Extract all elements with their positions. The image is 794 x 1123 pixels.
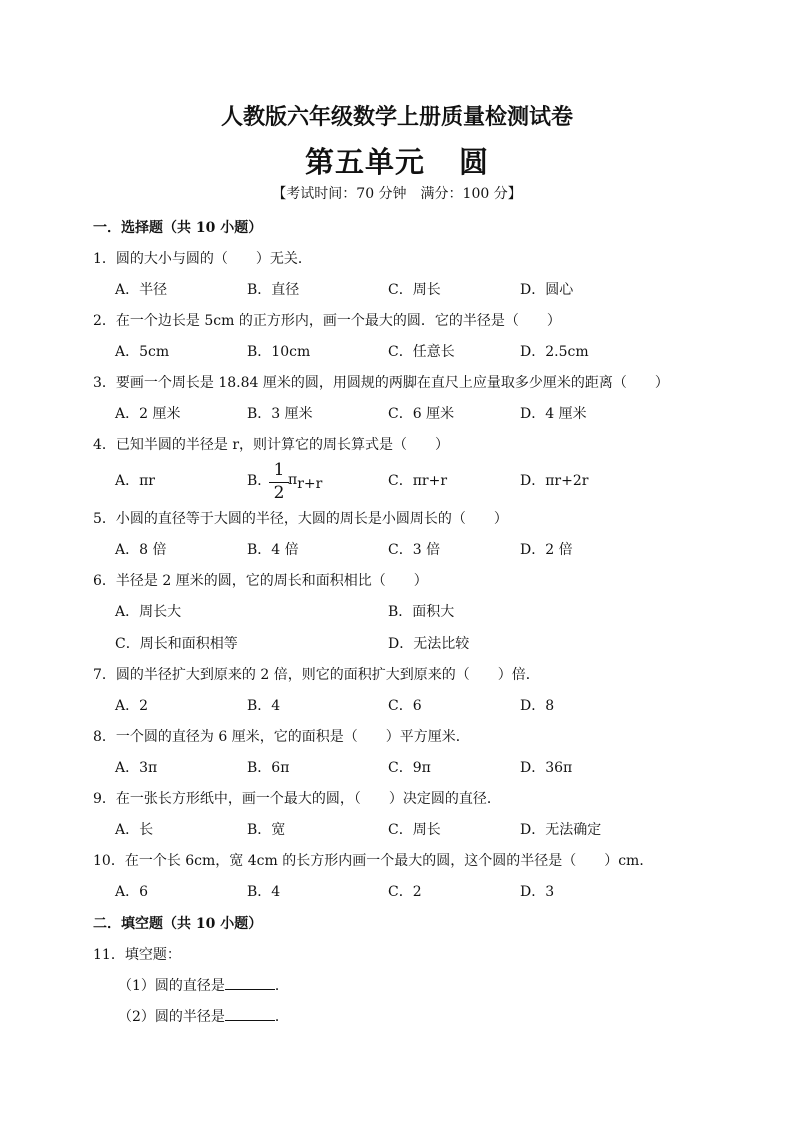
question-4: 4．已知半圆的半径是 r，则计算它的周长算式是（ ） [93,437,450,453]
question-6: 6．半径是 2 厘米的圆，它的周长和面积相比（ ） [93,573,428,589]
q5-option-d: D．2 倍 [520,542,573,558]
q3-option-c: C．6 厘米 [388,406,455,422]
q9-option-b: B．宽 [247,822,286,838]
q6-option-c: C．周长和面积相等 [115,636,238,652]
section-heading-fill-in: 二．填空题（共 10 小题） [93,916,263,932]
q5-option-b: B．4 倍 [247,542,299,558]
q10-option-c: C．2 [388,884,422,900]
q8-option-b: B．6π [247,760,290,776]
q8-option-a: A．3π [115,760,158,776]
pi-symbol: π [288,472,298,488]
q8-option-c: C．9π [388,760,431,776]
q10-option-b: B．4 [247,884,281,900]
q7-option-c: C．6 [388,698,422,714]
page-title: 人教版六年级数学上册质量检测试卷 [220,104,573,130]
question-9: 9．在一张长方形纸中，画一个最大的圆，（ ）决定圆的直径． [93,791,501,807]
q7-option-a: A．2 [115,698,149,714]
q9-option-a: A．长 [115,822,154,838]
question-11: 11．填空题： [93,947,181,963]
fill-in-item-1-prefix: （1）圆的直径是 [118,978,225,994]
q1-option-d: D．圆心 [520,282,574,298]
q6-option-a: A．周长大 [115,604,182,620]
question-2: 2．在一个边长是 5cm 的正方形内，画一个最大的圆．它的半径是（ ） [93,313,561,329]
question-10: 10．在一个长 6cm，宽 4cm 的长方形内画一个最大的圆，这个圆的半径是（ ）cm． [93,853,654,869]
question-7: 7．圆的半径扩大到原来的 2 倍，则它的面积扩大到原来的（ ）倍． [93,667,540,683]
q6-option-d: D．无法比较 [388,636,470,652]
q5-option-c: C．3 倍 [388,542,441,558]
fill-in-item-1 [118,975,289,995]
q9-option-c: C．周长 [388,822,441,838]
q6-option-b: B．面积大 [388,604,455,620]
q7-option-d: D．8 [520,698,555,714]
q3-option-b: B．3 厘米 [247,406,313,422]
q7-option-b: B．4 [247,698,281,714]
q3-option-a: A．2 厘米 [115,406,181,422]
question-8: 8．一个圆的直径为 6 厘米，它的面积是（ ）平方厘米． [93,729,470,745]
question-3: 3．要画一个周长是 18.84 厘米的圆，用圆规的两脚在直尺上应量取多少厘米的距离（ ） [93,375,669,391]
fraction-denominator: 2 [273,483,285,503]
q5-option-a: A．8 倍 [115,542,167,558]
q4-option-c: C．πr+r [388,473,448,489]
q4-option-b: B． [247,473,272,489]
q4-option-b-fraction [268,462,290,502]
unit-label: 第五单元 [304,145,425,179]
exam-info: 【考试时间：70 分钟 满分：100 分】 [272,186,522,202]
q4-option-a: A．πr [115,473,156,489]
q2-option-a: A．5cm [115,344,170,360]
q10-option-d: D．3 [520,884,555,900]
fill-in-item-2-suffix: ． [274,1009,289,1025]
answer-blank-1[interactable] [225,977,275,990]
q1-option-a: A．半径 [115,282,168,298]
fill-in-item-2 [118,1006,289,1026]
section-heading-choice: 一．选择题（共 10 小题） [93,220,263,236]
q9-option-d: D．无法确定 [520,822,602,838]
fill-in-item-2-prefix: （2）圆的半径是 [118,1009,225,1025]
unit-topic: 圆 [459,145,490,179]
question-1: 1．圆的大小与圆的（ ）无关． [93,251,312,267]
q4-option-b-expression [288,472,323,492]
q2-option-b: B．10cm [247,344,311,360]
expression-rest: r+r [297,476,323,492]
answer-blank-2[interactable] [225,1008,275,1021]
fill-in-item-1-suffix: ． [274,978,289,994]
q2-option-d: D．2.5cm [520,344,589,360]
unit-title [0,140,794,181]
q2-option-c: C．任意长 [388,344,455,360]
q1-option-c: C．周长 [388,282,441,298]
q1-option-b: B．直径 [247,282,300,298]
q10-option-a: A．6 [115,884,149,900]
q8-option-d: D．36π [520,760,573,776]
q4-option-d: D．πr+2r [520,473,589,489]
fraction-numerator: 1 [273,460,285,480]
question-5: 5．小圆的直径等于大圆的半径，大圆的周长是小圆周长的（ ） [93,511,508,527]
q3-option-d: D．4 厘米 [520,406,587,422]
